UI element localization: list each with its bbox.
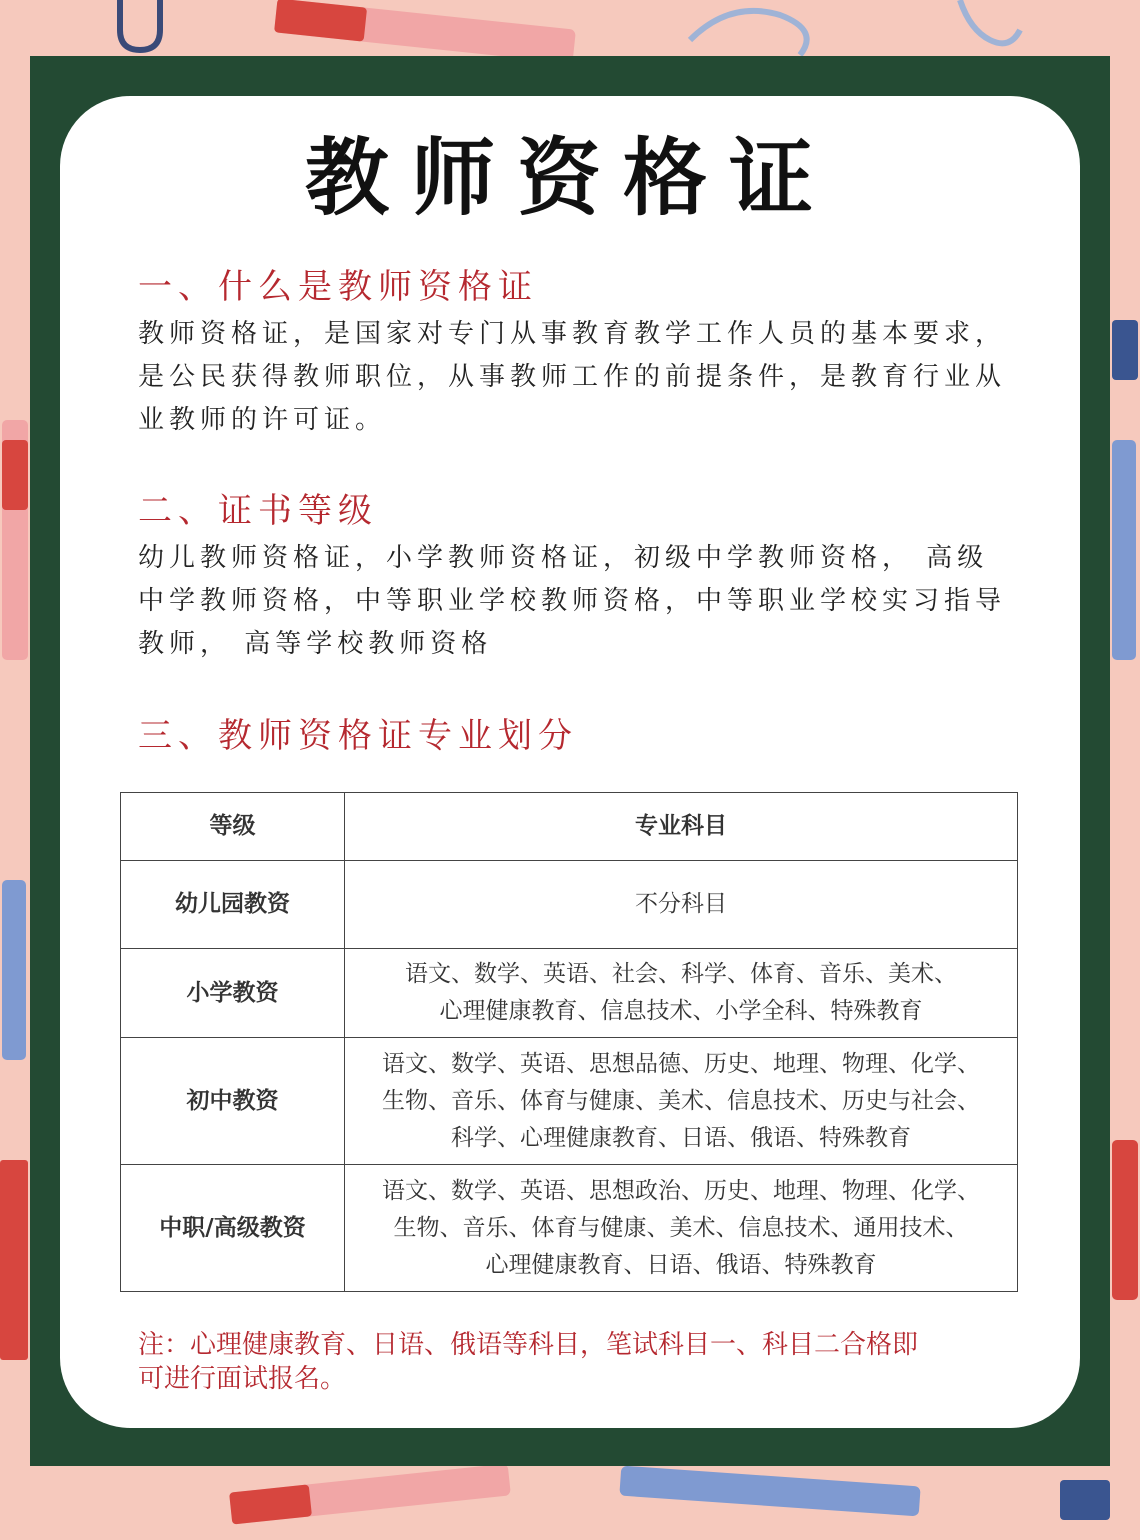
pencil-icon bbox=[229, 1463, 511, 1524]
table-header-row bbox=[121, 793, 1018, 861]
subject-line: 科学、心理健康教育、日语、俄语、特殊教育 bbox=[451, 1124, 911, 1151]
body-line: 幼儿教师资格证，小学教师资格证，初级中学教师资格， 高级 bbox=[138, 543, 989, 573]
table-row bbox=[121, 1165, 1018, 1292]
level-cell: 幼儿园教资 bbox=[121, 861, 345, 949]
table-row bbox=[121, 949, 1018, 1038]
subjects-table bbox=[120, 792, 1018, 1292]
note-line: 可进行面试报名。 bbox=[138, 1364, 347, 1394]
pencil-icon bbox=[2, 420, 28, 660]
section-heading-subjects: 三、教师资格证专业划分 bbox=[138, 716, 578, 756]
pencil-icon bbox=[274, 0, 576, 64]
subject-line: 语文、数学、英语、思想品德、历史、地理、物理、化学、 bbox=[382, 1050, 980, 1077]
pencil-icon bbox=[1112, 1140, 1138, 1300]
binder-clip-icon bbox=[1112, 320, 1138, 380]
paperclip-icon bbox=[960, 0, 1020, 43]
subject-line: 语文、数学、英语、思想政治、历史、地理、物理、化学、 bbox=[382, 1177, 980, 1204]
page-title: 教师资格证 bbox=[304, 129, 835, 227]
pen-icon bbox=[619, 1466, 920, 1517]
section-body-what-is bbox=[138, 313, 1038, 442]
body-line: 教师资格证，是国家对专门从事教育教学工作人员的基本要求， bbox=[138, 319, 1007, 349]
footnote bbox=[138, 1328, 1008, 1396]
subject-line: 生物、音乐、体育与健康、美术、信息技术、通用技术、 bbox=[393, 1214, 969, 1241]
section-body-levels bbox=[138, 537, 1038, 666]
subjects-cell bbox=[345, 1038, 1018, 1165]
level-cell: 初中教资 bbox=[121, 1038, 345, 1165]
level-cell: 中职/高级教资 bbox=[121, 1165, 345, 1292]
table-row bbox=[121, 1038, 1018, 1165]
table-row bbox=[121, 861, 1018, 949]
header-subjects: 专业科目 bbox=[345, 793, 1018, 861]
body-line: 中学教师资格，中等职业学校教师资格，中等职业学校实习指导 bbox=[138, 586, 1007, 616]
subject-line: 不分科目 bbox=[635, 891, 727, 917]
paperclip-icon bbox=[690, 11, 807, 55]
body-line: 业教师的许可证。 bbox=[138, 405, 387, 435]
subject-line: 心理健康教育、日语、俄语、特殊教育 bbox=[485, 1251, 877, 1278]
subjects-cell bbox=[345, 949, 1018, 1038]
subject-line: 语文、数学、英语、社会、科学、体育、音乐、美术、 bbox=[405, 961, 957, 987]
subjects-cell bbox=[345, 1165, 1018, 1292]
pen-icon bbox=[2, 880, 26, 1060]
subject-line: 生物、音乐、体育与健康、美术、信息技术、历史与社会、 bbox=[382, 1087, 980, 1114]
subject-line: 心理健康教育、信息技术、小学全科、特殊教育 bbox=[439, 998, 923, 1024]
section-heading-what-is: 一、什么是教师资格证 bbox=[138, 267, 538, 307]
paperclip-icon bbox=[120, 0, 160, 50]
binder-clip-icon bbox=[1060, 1480, 1110, 1520]
note-line: 注：心理健康教育、日语、俄语等科目，笔试科目一、科目二合格即 bbox=[138, 1330, 919, 1360]
pen-icon bbox=[1112, 440, 1136, 660]
body-line: 教师， 高等学校教师资格 bbox=[138, 629, 493, 659]
body-line: 是公民获得教师职位，从事教师工作的前提条件，是教育行业从 bbox=[138, 362, 1007, 392]
subjects-cell bbox=[345, 861, 1018, 949]
ruler-icon bbox=[0, 1160, 28, 1360]
level-cell: 小学教资 bbox=[121, 949, 345, 1038]
header-level: 等级 bbox=[121, 793, 345, 861]
section-heading-levels: 二、证书等级 bbox=[138, 491, 378, 531]
